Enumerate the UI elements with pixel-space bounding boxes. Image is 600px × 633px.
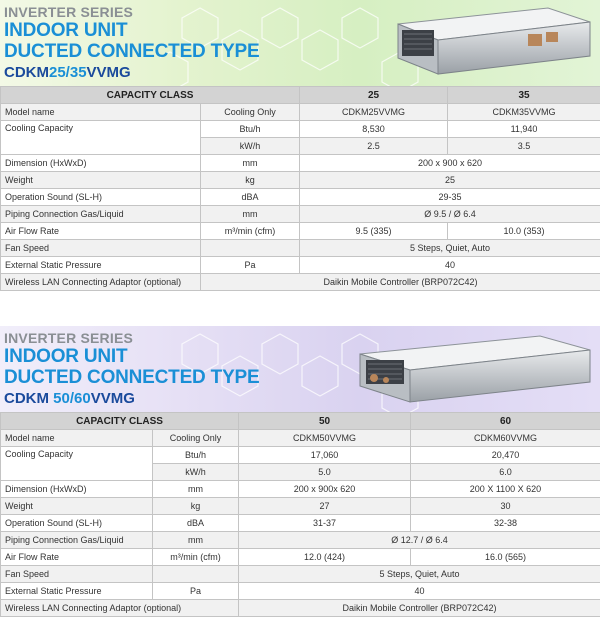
- table-row: [1, 498, 600, 515]
- row-value: CDKM50VVMG: [239, 430, 411, 447]
- header-banner: [0, 0, 600, 86]
- series-label: INVERTER SERIES: [4, 4, 134, 20]
- table-row: [1, 583, 600, 600]
- model-prefix: CDKM: [4, 390, 49, 407]
- capacity-class-header: CAPACITY CLASS: [1, 87, 300, 104]
- row-value: 6.0: [411, 464, 600, 481]
- row-label: Weight: [1, 498, 153, 515]
- table-row: [1, 172, 600, 189]
- row-value: 27: [239, 498, 411, 515]
- row-label: Air Flow Rate: [1, 223, 201, 240]
- row-value: Daikin Mobile Controller (BRP072C42): [201, 274, 600, 291]
- row-value: 30: [411, 498, 600, 515]
- row-value: 5.0: [239, 464, 411, 481]
- capacity-col-2: 60: [411, 413, 600, 430]
- spec-table: [0, 86, 600, 291]
- header-banner: [0, 326, 600, 412]
- title-line-2: DUCTED CONNECTED TYPE: [4, 367, 260, 388]
- row-label: Dimension (HxWxD): [1, 481, 153, 498]
- table-row: [1, 447, 600, 464]
- row-label: Air Flow Rate: [1, 549, 153, 566]
- row-unit: mm: [201, 206, 300, 223]
- capacity-col-2: 35: [448, 87, 600, 104]
- row-unit: dBA: [201, 189, 300, 206]
- row-unit: m³/min (cfm): [201, 223, 300, 240]
- row-label: Fan Speed: [1, 240, 201, 257]
- row-value: 9.5 (335): [300, 223, 448, 240]
- row-unit: [153, 566, 239, 583]
- title-line-1: INDOOR UNIT: [4, 20, 128, 41]
- row-unit: Pa: [201, 257, 300, 274]
- row-unit: m³/min (cfm): [153, 549, 239, 566]
- table-row: [1, 223, 600, 240]
- table-row: [1, 274, 600, 291]
- model-range: 50/60: [53, 390, 91, 407]
- row-value: 16.0 (565): [411, 549, 600, 566]
- row-unit: mm: [201, 155, 300, 172]
- row-label: Wireless LAN Connecting Adaptor (optional): [1, 600, 239, 617]
- table-row: [1, 206, 600, 223]
- row-label: Weight: [1, 172, 201, 189]
- table-row: [1, 600, 600, 617]
- row-unit: Btu/h: [201, 121, 300, 138]
- series-label: INVERTER SERIES: [4, 330, 134, 346]
- model-series-title: [4, 64, 131, 81]
- table-row: [1, 566, 600, 583]
- row-value: 2.5: [300, 138, 448, 155]
- row-value: 20,470: [411, 447, 600, 464]
- capacity-col-1: 50: [239, 413, 411, 430]
- table-row: [1, 430, 600, 447]
- row-unit: Cooling Only: [153, 430, 239, 447]
- row-label: Model name: [1, 430, 153, 447]
- table-row: [1, 189, 600, 206]
- model-range: 25/35: [49, 64, 87, 81]
- table-row: [1, 257, 600, 274]
- capacity-class-header: CAPACITY CLASS: [1, 413, 239, 430]
- row-value: 200 X 1100 X 620: [411, 481, 600, 498]
- table-row: [1, 532, 600, 549]
- row-label: Model name: [1, 104, 201, 121]
- table-row: [1, 481, 600, 498]
- row-unit: Btu/h: [153, 447, 239, 464]
- row-unit: kW/h: [153, 464, 239, 481]
- capacity-col-1: 25: [300, 87, 448, 104]
- title-line-1: INDOOR UNIT: [4, 346, 128, 367]
- model-suffix: VVMG: [90, 390, 135, 407]
- table-row: [1, 240, 600, 257]
- row-value: 40: [239, 583, 600, 600]
- row-value: 11,940: [448, 121, 600, 138]
- row-value: 32-38: [411, 515, 600, 532]
- table-row: [1, 155, 600, 172]
- row-unit: mm: [153, 481, 239, 498]
- row-value: 200 x 900x 620: [239, 481, 411, 498]
- row-label: Wireless LAN Connecting Adaptor (optional): [1, 274, 201, 291]
- row-value: 10.0 (353): [448, 223, 600, 240]
- title-line-2: DUCTED CONNECTED TYPE: [4, 41, 260, 62]
- row-label: Operation Sound (SL-H): [1, 515, 153, 532]
- row-label: Cooling Capacity: [1, 447, 153, 481]
- row-value: Daikin Mobile Controller (BRP072C42): [239, 600, 600, 617]
- row-unit: kg: [153, 498, 239, 515]
- row-value: 5 Steps, Quiet, Auto: [300, 240, 600, 257]
- model-prefix: CDKM: [4, 64, 49, 81]
- row-value: 12.0 (424): [239, 549, 411, 566]
- row-value: 5 Steps, Quiet, Auto: [239, 566, 600, 583]
- spec-section-25-35: [0, 0, 600, 291]
- row-unit: kg: [201, 172, 300, 189]
- row-unit: dBA: [153, 515, 239, 532]
- row-value: 31-37: [239, 515, 411, 532]
- row-unit: kW/h: [201, 138, 300, 155]
- model-series-title: [4, 390, 135, 407]
- row-label: External Static Pressure: [1, 583, 153, 600]
- row-unit: mm: [153, 532, 239, 549]
- row-value: 8,530: [300, 121, 448, 138]
- row-value: 3.5: [448, 138, 600, 155]
- row-value: CDKM35VVMG: [448, 104, 600, 121]
- table-row: [1, 549, 600, 566]
- row-label: Piping Connection Gas/Liquid: [1, 206, 201, 223]
- row-label: External Static Pressure: [1, 257, 201, 274]
- table-row: [1, 121, 600, 138]
- row-value: 200 x 900 x 620: [300, 155, 600, 172]
- model-suffix: VVMG: [86, 64, 131, 81]
- row-value: CDKM60VVMG: [411, 430, 600, 447]
- row-value: 40: [300, 257, 600, 274]
- table-header-row: [1, 413, 600, 430]
- row-label: Cooling Capacity: [1, 121, 201, 155]
- row-label: Piping Connection Gas/Liquid: [1, 532, 153, 549]
- row-unit: Cooling Only: [201, 104, 300, 121]
- row-label: Fan Speed: [1, 566, 153, 583]
- row-label: Operation Sound (SL-H): [1, 189, 201, 206]
- row-value: 29-35: [300, 189, 600, 206]
- row-value: 25: [300, 172, 600, 189]
- table-row: [1, 104, 600, 121]
- row-value: Ø 12.7 / Ø 6.4: [239, 532, 600, 549]
- ducted-unit-image-icon: [340, 332, 598, 408]
- spec-table: [0, 412, 600, 617]
- ducted-unit-image-icon: [378, 4, 600, 82]
- row-unit: [201, 240, 300, 257]
- row-value: CDKM25VVMG: [300, 104, 448, 121]
- row-value: Ø 9.5 / Ø 6.4: [300, 206, 600, 223]
- spec-section-50-60: [0, 326, 600, 617]
- table-header-row: [1, 87, 600, 104]
- row-unit: Pa: [153, 583, 239, 600]
- row-label: Dimension (HxWxD): [1, 155, 201, 172]
- table-row: [1, 515, 600, 532]
- row-value: 17,060: [239, 447, 411, 464]
